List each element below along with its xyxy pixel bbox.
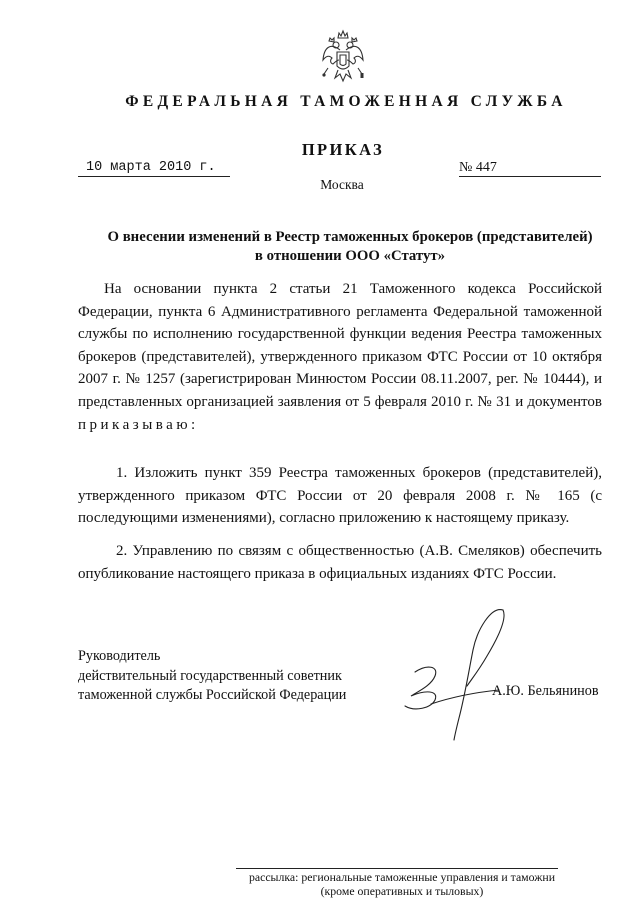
agency-name: ФЕДЕРАЛЬНАЯ ТАМОЖЕННАЯ СЛУЖБА (125, 93, 567, 110)
order-item-2: 2. Управлению по связям с общественностью (А.В. Смеляков) обеспечить опубликование настоящего приказа в официальных изданиях ФТС России. (78, 543, 602, 582)
distribution-line-2: (кроме оперативных и тыловых) (320, 884, 484, 898)
order-word: приказываю: (78, 416, 199, 433)
order-subject (60, 228, 640, 266)
signer-title-line-2: действительный государственный советник (78, 667, 342, 684)
order-date: 10 марта 2010 г. (78, 158, 230, 177)
document-type: ПРИКАЗ (301, 140, 385, 159)
subject-line-2: в отношении ООО «Статут» (254, 248, 446, 264)
subject-line-1: О внесении изменений в Реестр таможенных брокеров (представителей) (107, 229, 593, 245)
handwritten-signature-icon (395, 600, 545, 750)
order-number: № 447 (459, 158, 601, 177)
preamble-paragraph (78, 278, 602, 436)
order-item-1: 1. Изложить пункт 359 Реестра таможенных брокеров (представителей), утвержденного приказом ФТС России от 20 февраля 2008 г. № 165 (с последующими изменениями), согласно приложению к настоящему приказу. (78, 465, 602, 527)
signer-title-line-3: таможенной службы Российской Федерации (78, 687, 347, 703)
city: Москва (320, 177, 364, 192)
russian-coat-of-arms-icon (320, 28, 366, 84)
distribution-line-1: рассылка: региональные таможенные управления и таможни (248, 870, 556, 884)
preamble-text: На основании пункта 2 статьи 21 Таможенного кодекса Российской Федерации, пункта 6 Административного регламента Федеральной таможенной службы по исполнению государственной функции ведения Реестра таможенных брокеров (представителей), утвержденного приказом ФТС России от 10 октября 2007 г. № 1257 (зарегистрирован Минюстом России 08.11.2007, рег. № 10444), и представленных организацией заявления от 5 февраля 2010 г. № 31 и документов (78, 281, 602, 410)
distribution-divider (236, 868, 558, 869)
signer-title (78, 647, 378, 706)
signer-name: А.Ю. Бельянинов (492, 683, 599, 699)
signer-title-line-1: Руководитель (78, 648, 161, 664)
distribution-list (232, 870, 572, 898)
